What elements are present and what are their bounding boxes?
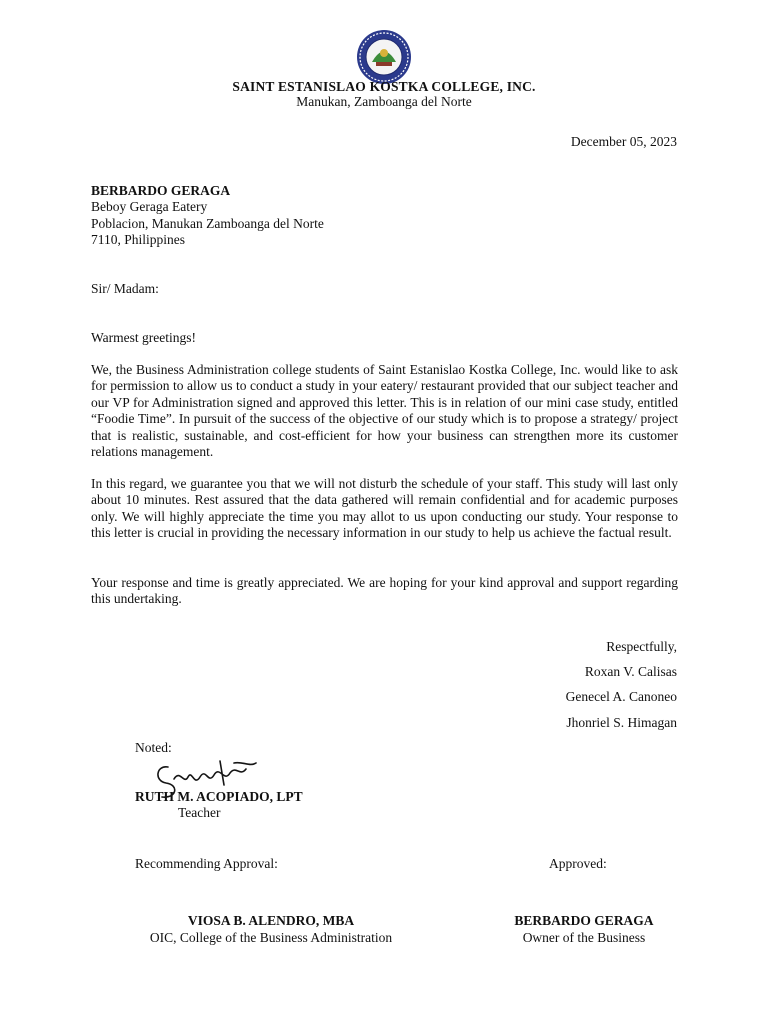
recommending-role: OIC, College of the Business Administration bbox=[149, 930, 393, 945]
recipient-business: Beboy Geraga Eatery bbox=[91, 199, 208, 215]
greeting: Warmest greetings! bbox=[91, 330, 197, 345]
signatory-1: Roxan V. Calisas bbox=[584, 664, 677, 679]
recommending-label: Recommending Approval: bbox=[135, 856, 278, 871]
approved-label: Approved: bbox=[549, 856, 607, 871]
noted-label: Noted: bbox=[135, 740, 172, 755]
letter-date: December 05, 2023 bbox=[570, 134, 677, 149]
college-name: SAINT ESTANISLAO KOSTKA COLLEGE, INC. bbox=[232, 79, 536, 94]
approved-role: Owner of the Business bbox=[522, 930, 646, 945]
salutation: Sir/ Madam: bbox=[91, 281, 159, 296]
college-address: Manukan, Zamboanga del Norte bbox=[296, 94, 472, 109]
body-paragraph-2: In this regard, we guarantee you that we will not disturb the schedule of your staff. This study will last only about 10 minutes. Rest assured that the data gathered will remain confidential and for academic purposes only. We will highly appreciate the time you may allot to us upon conducting our study. Your response to this letter is crucial in providing the necessary information in our study to help us achieve the factual result. bbox=[91, 476, 678, 541]
college-seal-icon bbox=[356, 29, 412, 85]
approved-name: BERBARDO GERAGA bbox=[514, 913, 654, 928]
recipient-postal: 7110, Philippines bbox=[91, 232, 186, 248]
handwritten-signature bbox=[150, 755, 262, 805]
noted-role: Teacher bbox=[178, 805, 221, 820]
signatory-2: Genecel A. Canoneo bbox=[565, 689, 677, 704]
recommending-name: VIOSA B. ALENDRO, MBA bbox=[187, 913, 355, 928]
body-paragraph-1: We, the Business Administration college students of Saint Estanislao Kostka College, Inc. would like to ask for permission to allow us to conduct a study in your eatery/ restaurant provided that our subject teacher and our VP for Administration signed and approved this letter. This is in relation of our mini case study, entitled “Foodie Time”. In pursuit of the success of the objective of our study which is to propose a strategy/ project that is realistic, sustainable, and cost-efficient for how your business can strengthen more its customer relations management. bbox=[91, 362, 678, 460]
body-paragraph-3: Your response and time is greatly appreciated. We are hoping for your kind approval and support regarding this undertaking. bbox=[91, 575, 678, 607]
noted-name: RUTH M. ACOPIADO, LPT bbox=[135, 789, 303, 804]
signatory-3: Jhonriel S. Himagan bbox=[566, 715, 677, 730]
recipient-address: Poblacion, Manukan Zamboanga del Norte bbox=[91, 215, 324, 231]
closing-label: Respectfully, bbox=[606, 639, 677, 654]
recipient-name: BERBARDO GERAGA bbox=[91, 183, 231, 198]
recipient-block bbox=[91, 183, 324, 249]
